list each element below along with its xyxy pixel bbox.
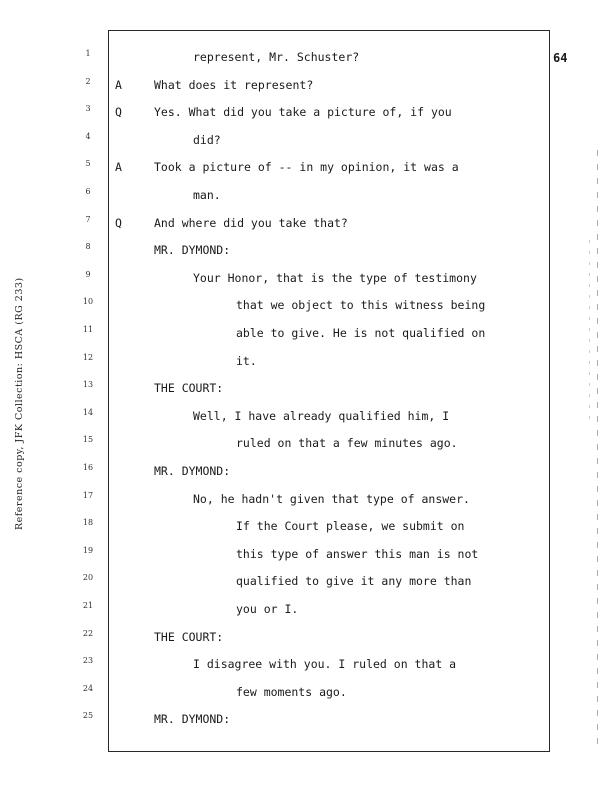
transcript-line: Your Honor, that is the type of testimony bbox=[193, 270, 477, 285]
archive-reference-note: Reference copy, JFK Collection: HSCA (RG 233) bbox=[14, 277, 25, 530]
transcript-line: few moments ago. bbox=[236, 684, 347, 699]
transcript-line: you or I. bbox=[236, 602, 299, 616]
line-number: 17 bbox=[82, 490, 94, 500]
transcript-line: ruled on that a few minutes ago. bbox=[236, 436, 458, 451]
line-number: 1 bbox=[85, 49, 91, 58]
line-number: 2 bbox=[85, 76, 91, 86]
speaker-label: A bbox=[115, 77, 122, 92]
transcript-line: MR. DYMOND: bbox=[154, 243, 231, 258]
line-number: 11 bbox=[82, 325, 94, 334]
speaker-label: Q bbox=[115, 215, 122, 230]
transcript-line: THE COURT: bbox=[154, 381, 224, 396]
line-number: 3 bbox=[85, 104, 91, 114]
transcript-line: man. bbox=[193, 188, 221, 202]
line-number: 14 bbox=[82, 407, 94, 417]
transcript-line: qualified to give it any more than bbox=[236, 574, 472, 589]
transcript-line: Took a picture of -- in my opinion, it was a bbox=[154, 160, 459, 175]
line-number: 22 bbox=[82, 628, 94, 638]
transcript-line: And where did you take that? bbox=[154, 215, 348, 230]
line-number: 25 bbox=[82, 711, 94, 721]
transcript-line: No, he hadn't given that type of answer. bbox=[193, 491, 470, 506]
transcript-line: able to give. He is not qualified on bbox=[236, 326, 486, 340]
line-number: 7 bbox=[85, 214, 91, 224]
speaker-label: A bbox=[115, 160, 122, 175]
line-number: 20 bbox=[82, 573, 94, 583]
line-number: 8 bbox=[85, 242, 91, 252]
transcript-line: Well, I have already qualified him, I bbox=[193, 408, 450, 423]
line-number: 5 bbox=[85, 159, 91, 169]
transcript-line: THE COURT: bbox=[154, 629, 224, 644]
transcript-line: What does it represent? bbox=[154, 77, 314, 92]
line-number: 18 bbox=[82, 518, 94, 528]
transcript-line: did? bbox=[193, 132, 221, 147]
transcript-line: MR. DYMOND: bbox=[154, 464, 231, 478]
line-number: 13 bbox=[82, 380, 94, 390]
line-number: 24 bbox=[82, 683, 94, 693]
transcript-line: MR. DYMOND: bbox=[154, 712, 231, 727]
scan-edge-artifact bbox=[597, 150, 598, 750]
line-number: 9 bbox=[85, 269, 91, 279]
transcript-line: it. bbox=[236, 353, 257, 368]
transcript-line: that we object to this witness being bbox=[236, 298, 486, 313]
transcript-line: this type of answer this man is not bbox=[236, 546, 479, 561]
transcript-line: represent, Mr. Schuster? bbox=[193, 50, 360, 64]
line-number: 15 bbox=[82, 435, 94, 445]
speaker-label: Q bbox=[115, 105, 122, 120]
scan-edge-artifact-inner bbox=[589, 240, 590, 420]
line-number: 6 bbox=[85, 187, 91, 196]
line-number: 4 bbox=[85, 131, 91, 141]
line-number: 16 bbox=[82, 463, 94, 472]
line-number: 21 bbox=[82, 601, 94, 610]
transcript-line: I disagree with you. I ruled on that a bbox=[193, 657, 457, 672]
line-number: 19 bbox=[82, 545, 94, 555]
line-number: 23 bbox=[82, 656, 94, 666]
transcript-line: If the Court please, we submit on bbox=[236, 519, 465, 534]
line-number: 10 bbox=[82, 297, 94, 307]
page-number: 64 bbox=[553, 51, 568, 65]
line-number: 12 bbox=[82, 352, 94, 362]
transcript-line: Yes. What did you take a picture of, if you bbox=[154, 105, 452, 120]
